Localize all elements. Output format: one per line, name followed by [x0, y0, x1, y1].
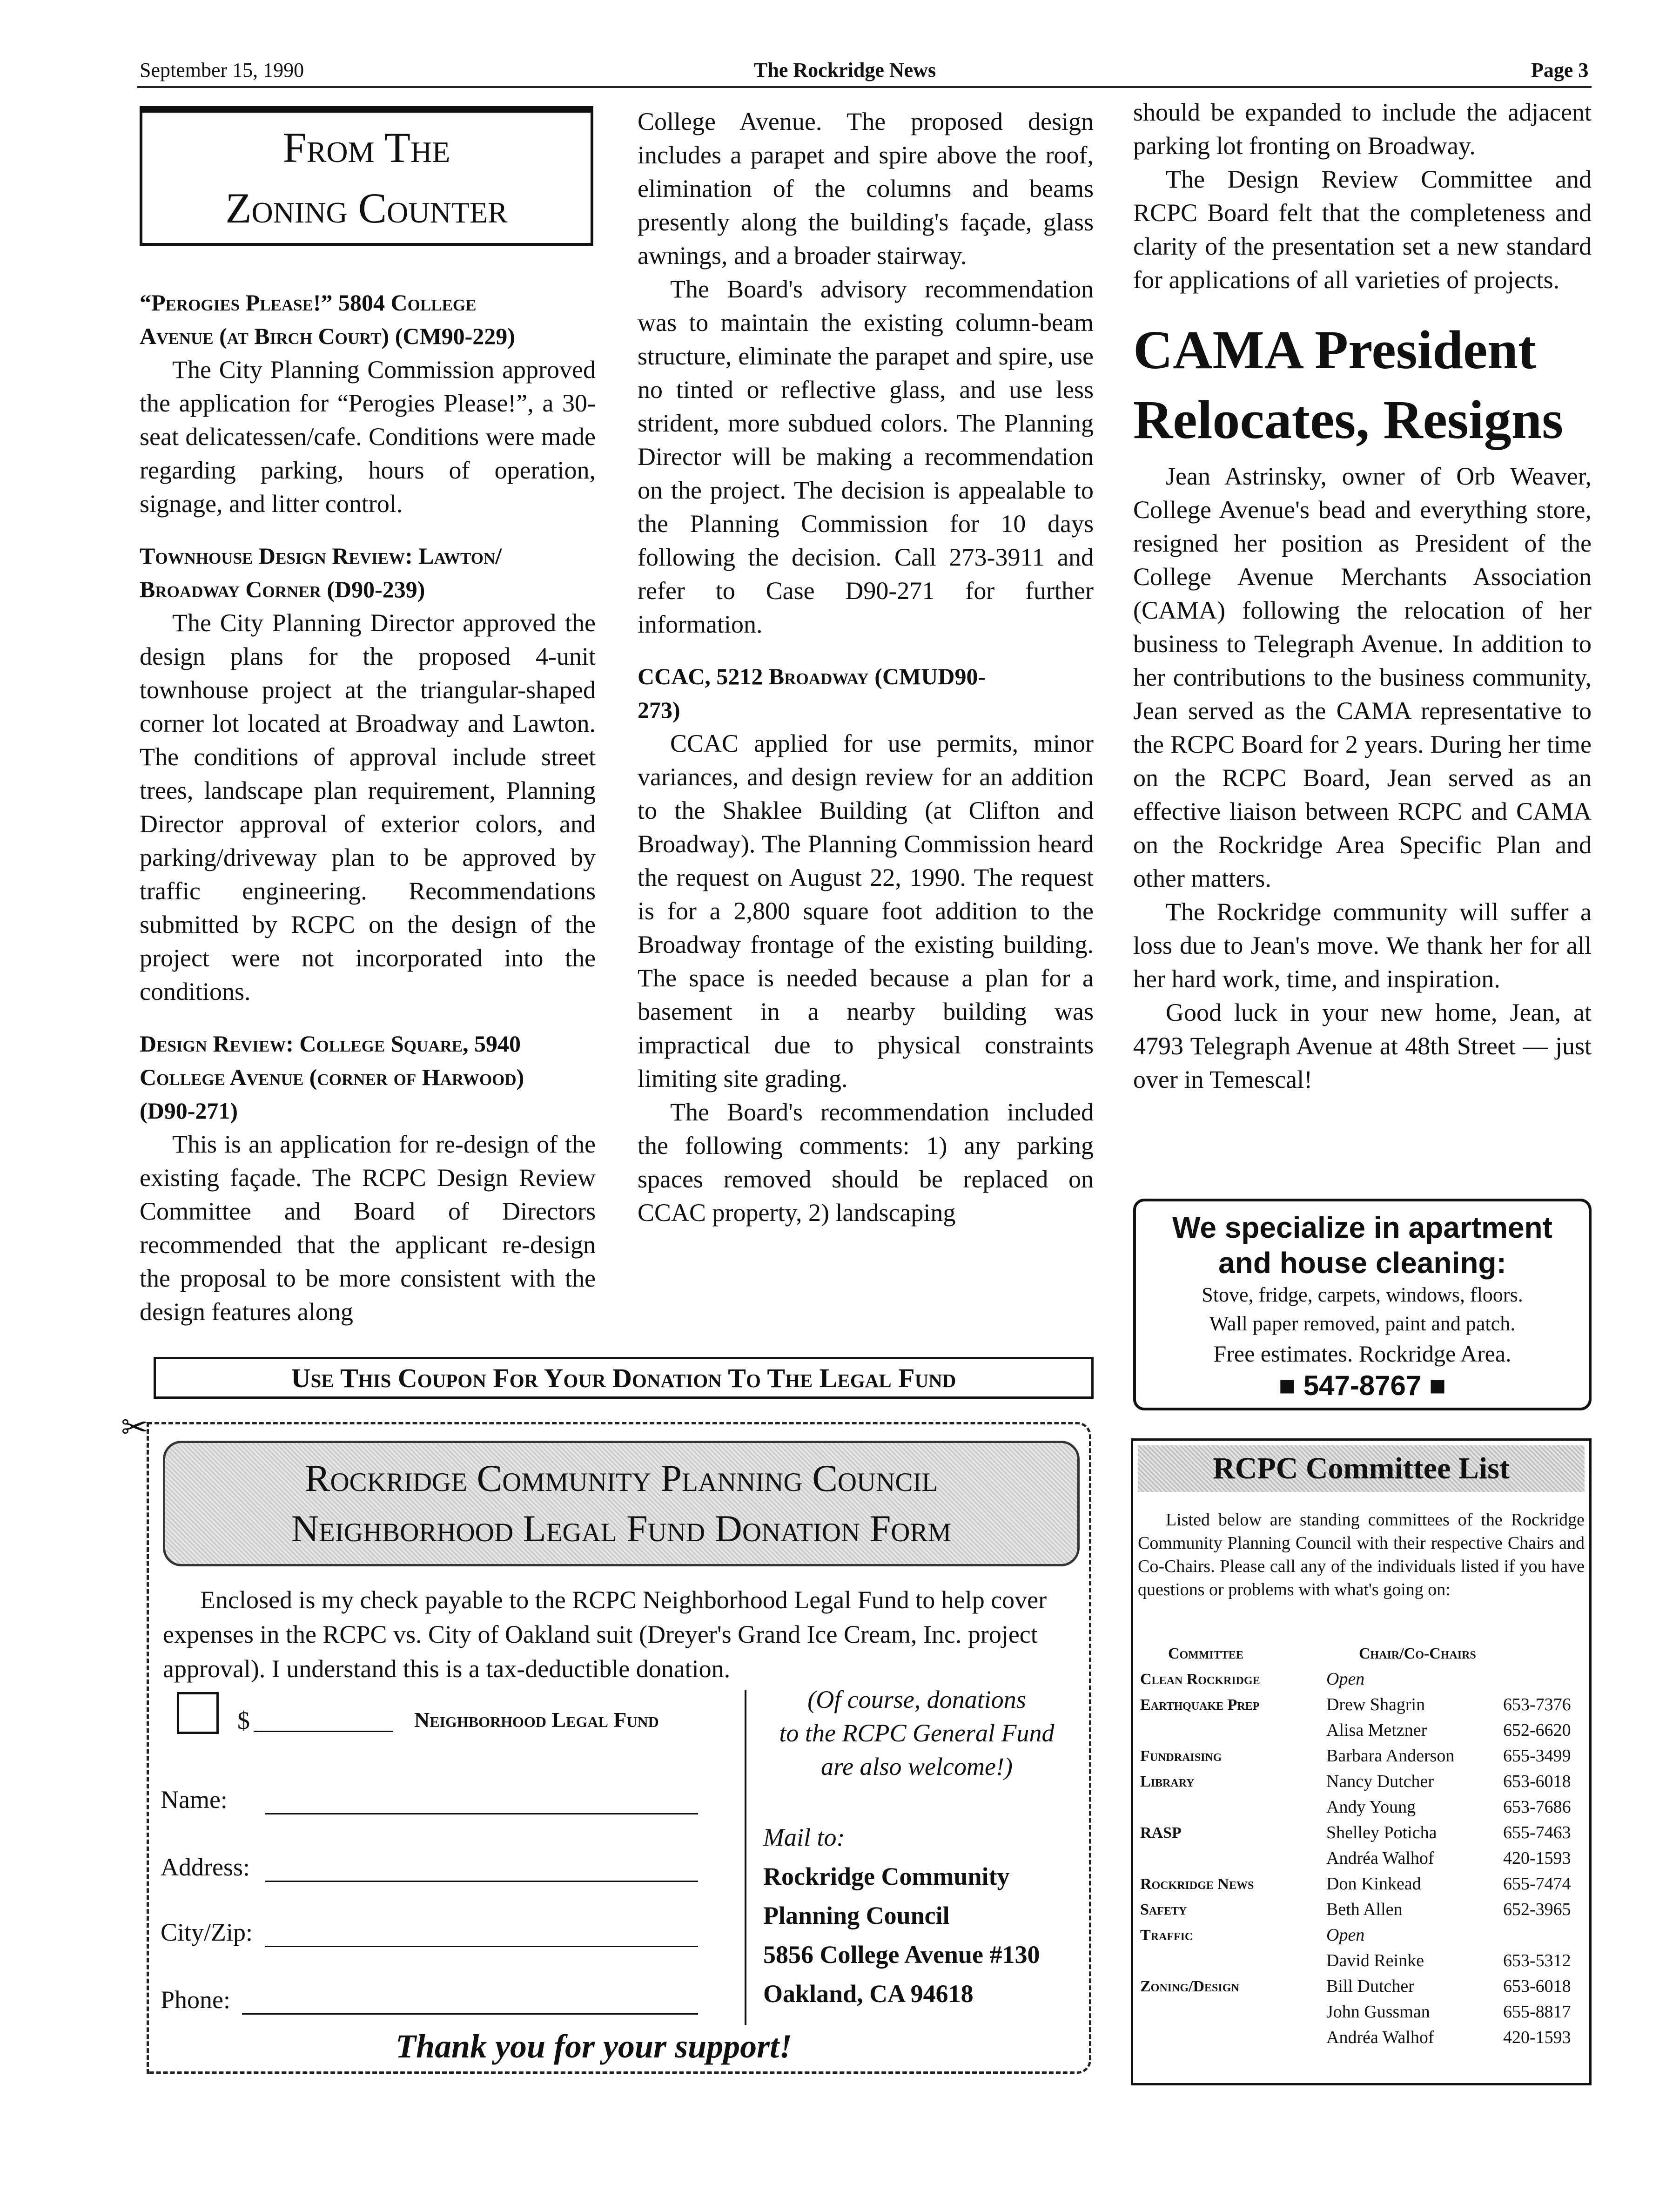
- chair-phone: 655-3499: [1503, 1746, 1571, 1766]
- chair-name: Andréa Walhof: [1326, 1848, 1434, 1868]
- chair-name: Beth Allen: [1326, 1900, 1403, 1919]
- issue-date: September 15, 1990: [140, 59, 304, 81]
- fund-label: Neighborhood Legal Fund: [414, 1708, 659, 1732]
- mail-line3: 5856 College Avenue #130: [763, 1941, 1040, 1969]
- committee-name: RASP: [1140, 1824, 1182, 1841]
- header-rule: [137, 86, 1592, 88]
- page-number: Page 3: [1531, 59, 1589, 81]
- table-row: [1140, 1922, 1582, 1948]
- banner-line-1: From The: [282, 124, 450, 171]
- ccac-heading: [638, 660, 1094, 727]
- item3-heading: [140, 1027, 596, 1127]
- scissors-icon: ✂: [121, 1410, 148, 1446]
- table-row: [1140, 1692, 1582, 1718]
- cama-headline-line1: CAMA President: [1133, 319, 1537, 380]
- committee-name: Clean Rockridge: [1140, 1671, 1260, 1688]
- chair-phone: 652-3965: [1503, 1900, 1571, 1919]
- note-line3: are also welcome!): [821, 1753, 1013, 1780]
- chair-name: Nancy Dutcher: [1326, 1772, 1434, 1791]
- right-column: [1133, 95, 1592, 1096]
- chair-name: Alisa Metzner: [1326, 1720, 1427, 1740]
- item2-body: The City Planning Director approved the design plans for the proposed 4-unit townhouse project at the triangular-shaped corner lot located at Broadway and Lawton. The conditions of approval include street trees, landscape plan requirement, Planning Director approval of exterior colors, and parking/driveway plan to be approved by traffic engineering. Recommendations submitted by RCPC on the design of the project were not incorporated into the conditions.: [140, 609, 596, 1005]
- donation-checkbox[interactable]: [177, 1692, 219, 1734]
- address-label: Address:: [161, 1853, 250, 1881]
- chair-name: Open: [1326, 1669, 1365, 1689]
- donation-text: Enclosed is my check payable to the RCPC Neighborhood Legal Fund to help cover expenses in the RCPC vs. City of Oakland suit (Dreyer's Grand Ice Cream, Inc. project approval). I understand this is a tax-deductible donation.: [163, 1586, 1047, 1683]
- table-row: [1140, 1948, 1582, 1974]
- col-chairs-header: Chair/Co-Chairs: [1359, 1645, 1476, 1662]
- donation-form-title: [163, 1441, 1080, 1566]
- amount-field[interactable]: [254, 1731, 393, 1732]
- table-row: [1140, 1974, 1582, 1999]
- table-row: [1140, 1666, 1582, 1692]
- committee-name: Fundraising: [1140, 1747, 1222, 1765]
- zoning-counter-banner: [140, 106, 593, 246]
- cama-headline-line2: Relocates, Resigns: [1133, 389, 1564, 450]
- mail-line4: Oakland, CA 94618: [763, 1980, 974, 2008]
- chair-name: John Gussman: [1326, 2002, 1430, 2022]
- chair-phone: 652-6620: [1503, 1720, 1571, 1740]
- cityzip-label: City/Zip:: [161, 1918, 253, 1946]
- ccac-para2: The Board's recommendation included the following comments: 1) any parking spaces removed should be replaced on CCAC property, 2) landscaping: [638, 1098, 1094, 1227]
- dollar-sign: $: [237, 1706, 250, 1734]
- item2-heading: [140, 539, 596, 606]
- item1-heading: [140, 286, 596, 353]
- chair-phone: 655-8817: [1503, 2002, 1571, 2022]
- ad-headline-2: and house cleaning:: [1218, 1246, 1506, 1280]
- mail-line1: Rockridge Community: [763, 1862, 1010, 1890]
- cama-headline: [1133, 315, 1592, 455]
- cama-para1: Jean Astrinsky, owner of Orb Weaver, College Avenue's bead and everything store, resigned her position as President of the College Avenue Merchants Association (CAMA) following the relocation of her business to Telegraph Avenue. In addition to her contributions to the business community, Jean served as the CAMA representative to the RCPC Board for 2 years. During her time on the RCPC Board, Jean served as an effective liaison between RCPC and CAMA on the Rockridge Area Specific Plan and other matters.: [1133, 462, 1592, 892]
- item3-heading-line2: College Avenue (corner of Harwood): [140, 1064, 524, 1090]
- middle-column: [638, 105, 1094, 1229]
- item2-heading-line2: Broadway Corner (D90-239): [140, 576, 425, 602]
- middle-continued: College Avenue. The proposed design includes a parapet and spire above the roof, elimination of the columns and beams presently along the building's façade, glass awnings, and a broader stairway.: [638, 108, 1094, 270]
- cleaning-ad: [1133, 1199, 1592, 1410]
- committee-name: Rockridge News: [1140, 1875, 1254, 1893]
- table-row: [1140, 1897, 1582, 1922]
- committee-name: Zoning/Design: [1140, 1978, 1239, 1995]
- mail-line2: Planning Council: [763, 1902, 950, 1929]
- right-continued: should be expanded to include the adjacent parking lot fronting on Broadway.: [1133, 98, 1592, 160]
- committee-name: Library: [1140, 1773, 1195, 1790]
- chair-name: Andréa Walhof: [1326, 2028, 1434, 2047]
- name-label: Name:: [161, 1786, 228, 1814]
- chair-name: Bill Dutcher: [1326, 1976, 1414, 1996]
- chair-phone: 655-7463: [1503, 1823, 1571, 1842]
- chair-phone: 653-6018: [1503, 1976, 1571, 1996]
- right-para2: The Design Review Committee and RCPC Board felt that the completeness and clarity of the presentation set a new standard for applications of all varieties of projects.: [1133, 165, 1592, 294]
- table-row: [1140, 1743, 1582, 1769]
- item1-body: The City Planning Commission approved the application for “Perogies Please!”, a 30-seat delicatessen/cafe. Conditions were made regarding parking, hours of operation, signage, and litter control.: [140, 356, 596, 518]
- chair-name: Shelley Poticha: [1326, 1823, 1437, 1842]
- table-row: [1140, 1846, 1582, 1871]
- table-row: [1140, 1769, 1582, 1794]
- chair-name: Drew Shagrin: [1326, 1695, 1425, 1714]
- name-field[interactable]: [265, 1813, 698, 1814]
- middle-para2: The Board's advisory recommendation was to maintain the existing column-beam structure, eliminate the parapet and spire, use no tinted or reflective glass, and use less strident, more subdued colors. The Planning Director will be making a recommendation on the project. The decision is appealable to the Planning Commission for 10 days following the decision. Call 273-3911 and refer to Case D90-271 for further information.: [638, 275, 1094, 638]
- form-title-line1: Rockridge Community Planning Council: [304, 1457, 938, 1499]
- item3-heading-line1: Design Review: College Square, 5940: [140, 1031, 521, 1057]
- chair-phone: 653-7686: [1503, 1797, 1571, 1817]
- note-line2: to the RCPC General Fund: [779, 1719, 1055, 1747]
- cama-para3: Good luck in your new home, Jean, at 4793 Telegraph Avenue at 48th Street — just over in Temescal!: [1133, 998, 1592, 1093]
- committee-intro: Listed below are standing committees of the Rockridge Community Planning Council with their respective Chairs and Co-Chairs. Please call any of the individuals listed if you have questions or problems with what's going on:: [1138, 1510, 1585, 1599]
- committee-name: Earthquake Prep: [1140, 1696, 1260, 1713]
- ad-headline-1: We specialize in apartment: [1172, 1211, 1552, 1244]
- thank-you: Thank you for your support!: [396, 2028, 793, 2065]
- general-fund-note: [749, 1683, 1084, 1783]
- note-line1: (Of course, donations: [807, 1686, 1026, 1713]
- coupon-header: Use This Coupon For Your Donation To The Legal Fund: [154, 1357, 1094, 1399]
- form-title-line2: Neighborhood Legal Fund Donation Form: [291, 1507, 952, 1550]
- ccac-heading-line2: 273): [638, 697, 680, 723]
- ad-services-2: Wall paper removed, paint and patch.: [1209, 1312, 1516, 1335]
- chair-phone: 653-7376: [1503, 1695, 1571, 1714]
- chair-name: Barbara Anderson: [1326, 1746, 1455, 1766]
- table-row: [1140, 2025, 1582, 2050]
- chair-phone: 653-6018: [1503, 1772, 1571, 1791]
- committee-name: Traffic: [1140, 1927, 1193, 1944]
- committee-name: Safety: [1140, 1901, 1187, 1918]
- table-row: [1140, 1999, 1582, 2025]
- banner-line-2: Zoning Counter: [225, 184, 508, 232]
- chair-name: Open: [1326, 1925, 1365, 1945]
- chair-name: David Reinke: [1326, 1951, 1424, 1970]
- table-row: [1140, 1794, 1582, 1820]
- chair-name: Don Kinkead: [1326, 1874, 1421, 1894]
- committee-table-header: [1140, 1641, 1582, 1666]
- zoning-column: [140, 275, 596, 1329]
- table-row: [1140, 1871, 1582, 1897]
- chair-phone: 653-5312: [1503, 1951, 1571, 1970]
- chair-name: Andy Young: [1326, 1797, 1416, 1817]
- committee-table: [1140, 1641, 1582, 2050]
- item2-heading-line1: Townhouse Design Review: Lawton/: [140, 543, 502, 569]
- ccac-heading-line1: CCAC, 5212 Broadway (CMUD90-: [638, 663, 986, 689]
- col-committee-header: Committee: [1168, 1645, 1243, 1662]
- chair-phone: 655-7474: [1503, 1874, 1571, 1894]
- phone-field[interactable]: [242, 2013, 698, 2015]
- address-field[interactable]: [265, 1881, 698, 1882]
- item3-body: This is an application for re-design of the existing façade. The RCPC Design Review Committee and Board of Directors recommended that the applicant re-design the proposal to be more consistent with the design features along: [140, 1130, 596, 1326]
- table-row: [1140, 1718, 1582, 1743]
- ad-estimates: Free estimates. Rockridge Area.: [1213, 1341, 1511, 1367]
- phone-label: Phone:: [161, 1986, 231, 2014]
- cityzip-field[interactable]: [265, 1946, 698, 1947]
- cama-para2: The Rockridge community will suffer a loss due to Jean's move. We thank her for all her hard work, time, and inspiration.: [1133, 898, 1592, 993]
- item3-heading-line3: (D90-271): [140, 1098, 238, 1124]
- mail-to-label: Mail to:: [763, 1823, 845, 1851]
- ad-phone: ■ 547-8767 ■: [1278, 1370, 1446, 1401]
- form-divider: [745, 1690, 746, 2025]
- item1-heading-line1: “Perogies Please!” 5804 College: [140, 290, 477, 316]
- ccac-para1: CCAC applied for use permits, minor variances, and design review for an addition to the Shaklee Building (at Clifton and Broadway). The Planning Commission heard the request on August 22, 1990. The request is for a 2,800 square foot addition to the Broadway frontage of the existing building. The space is needed because a plan for a basement in a nearby building was impractical due to physical constraints limiting site grading.: [638, 729, 1094, 1093]
- item1-heading-line2: Avenue (at Birch Court) (CM90-229): [140, 323, 515, 349]
- mail-to-address: [763, 1818, 1040, 2013]
- table-row: [1140, 1820, 1582, 1846]
- ad-services: Stove, fridge, carpets, windows, floors.: [1202, 1283, 1523, 1306]
- chair-phone: 420-1593: [1503, 2028, 1571, 2047]
- newspaper-name: The Rockridge News: [754, 59, 936, 81]
- chair-phone: 420-1593: [1503, 1848, 1571, 1868]
- committee-list-title: RCPC Committee List: [1138, 1445, 1585, 1492]
